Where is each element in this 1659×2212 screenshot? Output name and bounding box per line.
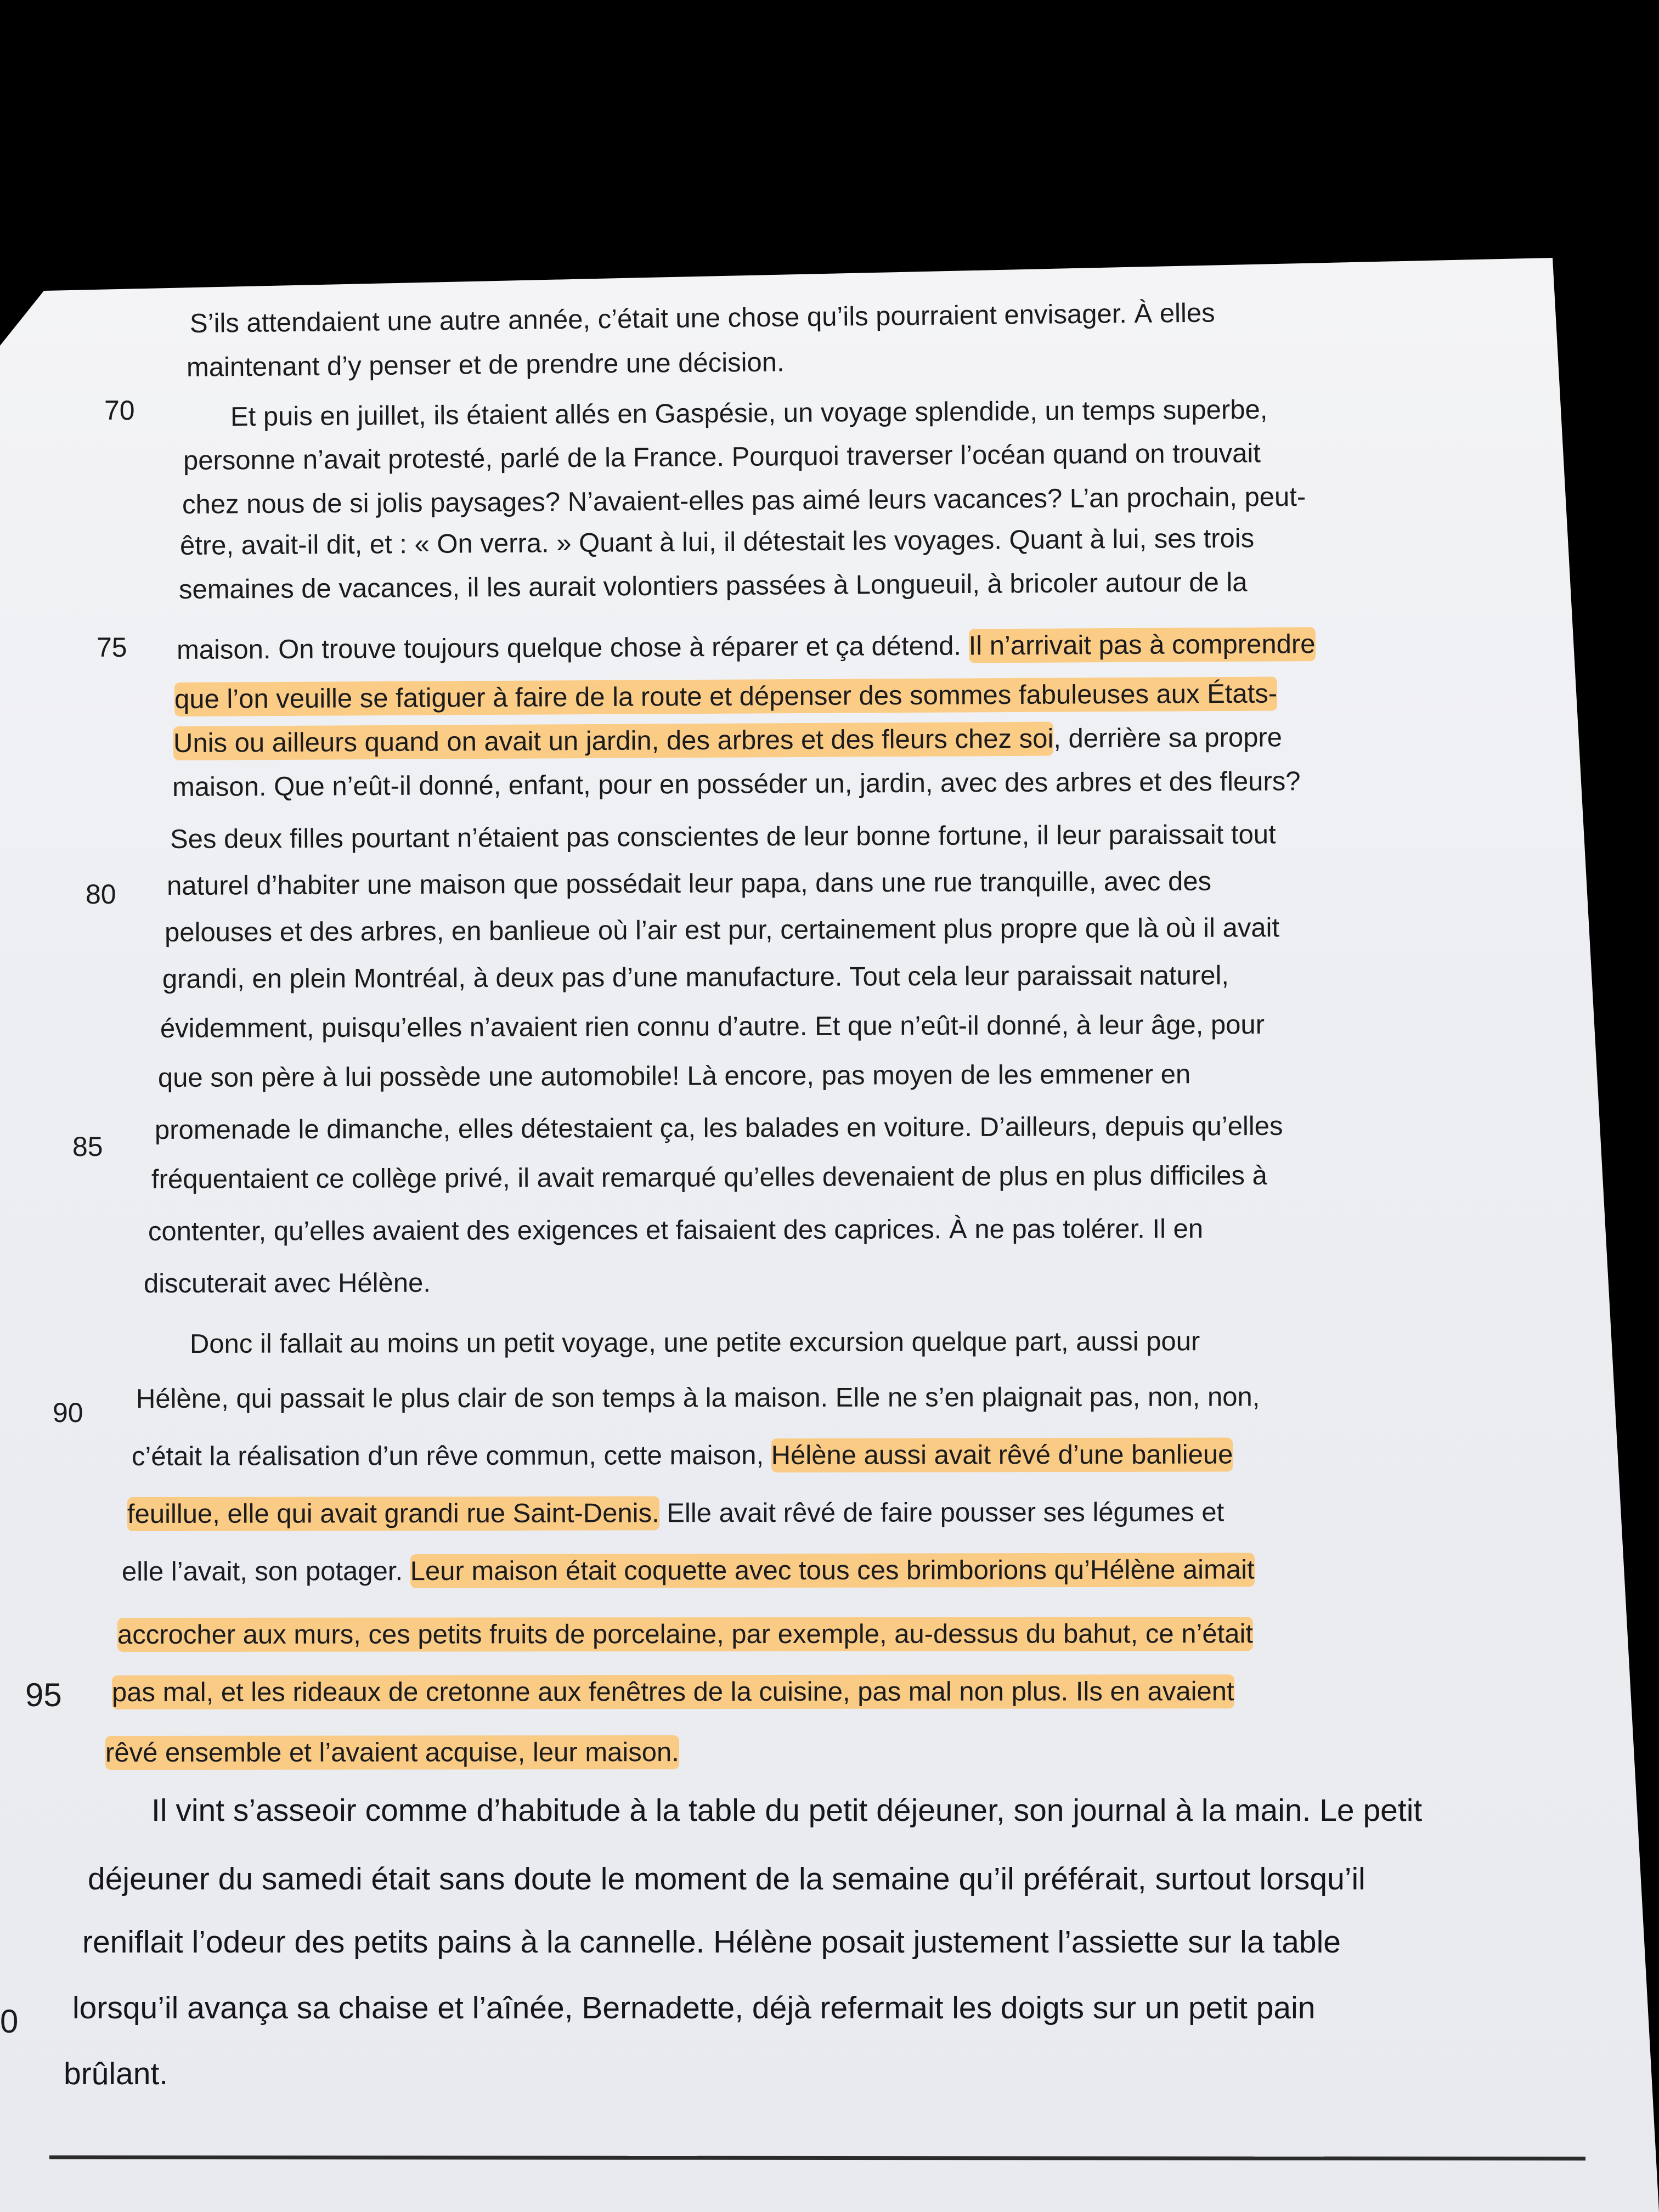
text-segment: contenter, qu’elles avaient des exigences et faisaient des caprices. À ne pas tolérer. Il en <box>148 1214 1204 1246</box>
text-line <box>82 1923 1553 1961</box>
line-number: 90 <box>53 1397 83 1428</box>
text-line <box>162 958 1446 996</box>
text-segment: fréquentaient ce collège privé, il avait remarqué qu’elles devenaient de plus en plus difficiles à <box>151 1160 1267 1194</box>
text-segment: que son père à lui possède une automobile! Là encore, pas moyen de les emmener en <box>157 1059 1191 1093</box>
text-segment: pelouses et des arbres, en banlieue où l’air est pur, certainement plus propre que là où il avait <box>164 913 1280 947</box>
text-line <box>132 1438 1489 1473</box>
highlighted-text: Il n’arrivait pas à comprendre <box>968 627 1315 663</box>
text-line <box>122 1553 1507 1588</box>
text-segment: discuterait avec Hélène. <box>143 1268 431 1299</box>
text-segment: être, avait-il dit, et : « On verra. » Quant à lui, il détestait les voyages. Quant à lui, ses trois <box>179 523 1255 561</box>
text-segment: grandi, en plein Montréal, à deux pas d’une manufacture. Tout cela leur paraissait naturel, <box>162 961 1229 994</box>
text-line <box>190 1324 1479 1361</box>
text-segment: , derrière sa propre <box>1053 723 1283 754</box>
text-line <box>173 720 1410 760</box>
line-number: 75 <box>97 632 127 663</box>
text-line <box>158 1057 1458 1094</box>
text-segment: Il vint s’asseoir comme d’habitude à la table du petit déjeuner, son journal à la main. Le petit <box>151 1793 1423 1828</box>
text-segment: Elle avait rêvé de faire pousser ses légumes et <box>659 1497 1224 1528</box>
text-segment: chez nous de si jolis paysages? N’avaient-elles pas aimé leurs vacances? L’an prochain, peut- <box>182 482 1306 520</box>
line-number: 85 <box>72 1131 103 1162</box>
text-line <box>151 1791 1548 1830</box>
text-line <box>72 1989 1559 2027</box>
text-segment: évidemment, puisqu’elles n’avaient rien connu d’autre. Et que n’eût-il donné, à leur âge, pour <box>160 1009 1265 1043</box>
text-segment: Et puis en juillet, ils étaient allés en Gaspésie, un voyage splendide, un temps superbe, <box>230 394 1268 432</box>
text-segment: c’était la réalisation d’un rêve commun, cette maison, <box>131 1440 771 1471</box>
highlighted-text: Hélène aussi avait rêvé d’une banlieue <box>771 1437 1233 1472</box>
highlighted-text: accrocher aux murs, ces petits fruits de porcelaine, par exemple, au-dessus du bahut, ce n’était <box>117 1617 1253 1652</box>
text-line <box>112 1675 1519 1709</box>
highlighted-text: feuillue, elle qui avait grandi rue Saint-Denis. <box>127 1496 659 1531</box>
line-number: 80 <box>86 879 116 910</box>
text-line <box>117 1617 1508 1651</box>
text-segment: maintenant d’y penser et de prendre une décision. <box>186 347 785 382</box>
highlighted-text: Leur maison était coquette avec tous ces brimborions qu’Hélène aimait <box>410 1553 1255 1588</box>
text-line <box>187 346 817 384</box>
text-segment: S’ils attendaient une autre année, c’était une chose qu’ils pourraient envisager. À elles <box>189 298 1215 338</box>
text-segment: promenade le dimanche, elles détestaient ça, les balades en voiture. D’ailleurs, depuis qu’elles <box>154 1111 1283 1145</box>
text-segment: maison. On trouve toujours quelque chose à réparer et ça détend. <box>176 631 969 665</box>
line-number: 95 <box>25 1677 62 1713</box>
text-segment: Donc il fallait au moins un petit voyage, une petite excursion quelque part, aussi pour <box>189 1327 1200 1359</box>
highlighted-text: pas mal, et les rideaux de cretonne aux fenêtres de la cuisine, pas mal non plus. Ils en avaient <box>112 1674 1234 1709</box>
text-line <box>170 817 1424 856</box>
text-segment: lorsqu’il avança sa chaise et l’aînée, Bernadette, déjà refermait les doigts sur un petit pain <box>72 1990 1316 2025</box>
text-line <box>64 2055 184 2093</box>
text-line <box>174 676 1406 716</box>
text-line <box>144 1266 473 1300</box>
text-line <box>148 1212 1476 1248</box>
text-line <box>151 1159 1471 1196</box>
highlighted-text: rêvé ensemble et l’avaient acquise, leur maison. <box>105 1735 679 1770</box>
text-line <box>177 627 1392 667</box>
text-segment: personne n’avait protesté, parlé de la France. Pourquoi traverser l’océan quand on trouvait <box>183 438 1261 476</box>
text-line <box>155 1109 1466 1147</box>
highlighted-text: que l’on veuille se fatiguer à faire de la route et dépenser des sommes fabuleuses aux États- <box>174 676 1277 716</box>
text-segment: Ses deux filles pourtant n’étaient pas conscientes de leur bonne fortune, il leur paraissait tout <box>170 820 1276 854</box>
text-segment: Hélène, qui passait le plus clair de son temps à la maison. Elle ne s’en plaignait pas, non, non, <box>136 1382 1260 1414</box>
line-number: 70 <box>104 395 135 426</box>
text-line <box>172 764 1418 804</box>
text-line <box>127 1496 1496 1531</box>
text-line <box>136 1380 1486 1415</box>
text-line <box>167 864 1431 902</box>
text-segment: maison. Que n’eût-il donné, enfant, pour en posséder un, jardin, avec des arbres et des fleurs? <box>172 766 1301 802</box>
text-line <box>105 1736 819 1769</box>
highlighted-text: Unis ou ailleurs quand on avait un jardin, des arbres et des fleurs chez soi <box>173 722 1054 760</box>
text-line <box>88 1860 1544 1898</box>
text-segment: brûlant. <box>64 2056 168 2091</box>
text-segment: semaines de vacances, il les aurait volontiers passées à Longueuil, à bricoler autour de la <box>178 567 1248 605</box>
text-line <box>160 1008 1452 1045</box>
text-segment: reniflait l’odeur des petits pains à la cannelle. Hélène posait justement l’assiette sur la table <box>82 1925 1341 1960</box>
text-segment: naturel d’habiter une maison que possédait leur papa, dans une rue tranquille, avec des <box>166 866 1212 901</box>
text-line <box>165 911 1440 949</box>
line-number: 0 <box>0 2003 19 2040</box>
text-segment: elle l’avait, son potager. <box>121 1556 410 1587</box>
text-segment: déjeuner du samedi était sans doute le moment de la semaine qu’il préférait, surtout lorsqu’il <box>88 1861 1365 1897</box>
